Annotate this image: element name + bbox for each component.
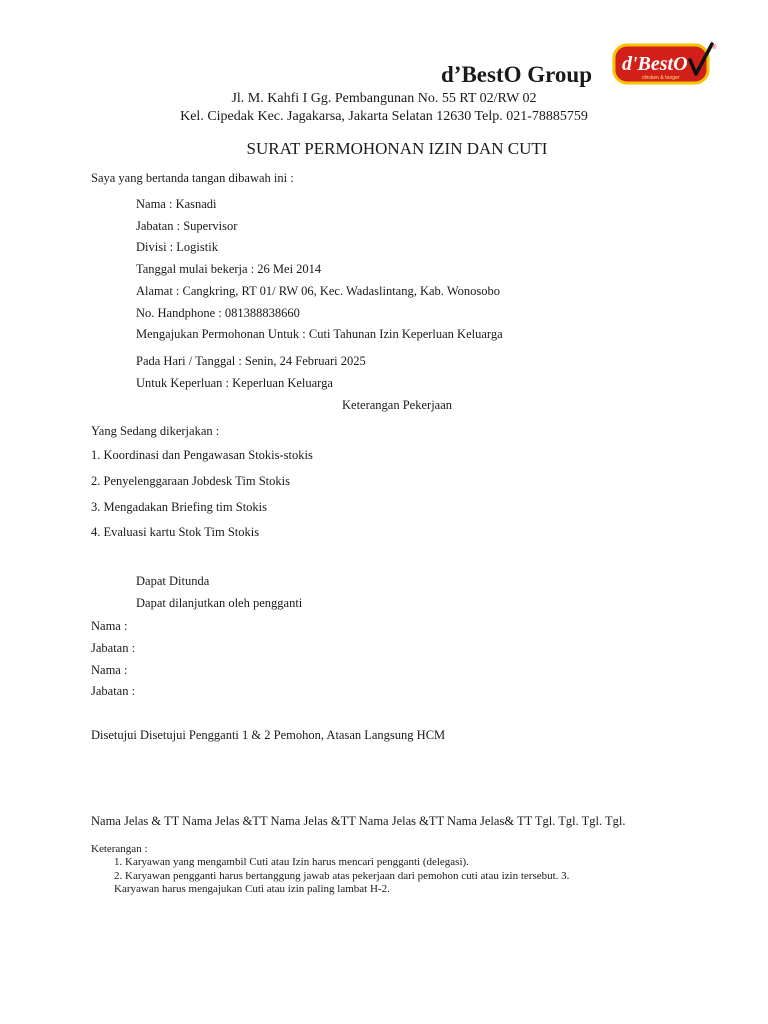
note-line-1: 1. Karyawan yang mengambil Cuti atau Izin harus mencari pengganti (delegasi). xyxy=(114,856,469,868)
work-heading: Keterangan Pekerjaan xyxy=(342,398,453,412)
field-divisi: Divisi : Logistik xyxy=(136,240,218,254)
document-title: SURAT PERMOHONAN IZIN DAN CUTI xyxy=(246,139,548,158)
field-handphone: No. Handphone : 081388838660 xyxy=(136,306,300,320)
approval-line: Disetujui Disetujui Pengganti 1 & 2 Pemohon, Atasan Langsung HCM xyxy=(91,728,446,742)
address-line-2: Kel. Cipedak Kec. Jagakarsa, Jakarta Selatan 12630 Telp. 021-78885759 xyxy=(180,109,588,124)
work-item: 3. Mengadakan Briefing tim Stokis xyxy=(91,500,268,514)
notes-heading: Keterangan : xyxy=(91,843,148,855)
field-keperluan: Untuk Keperluan : Keperluan Keluarga xyxy=(136,376,333,390)
address-line-1: Jl. M. Kahfi I Gg. Pembangunan No. 55 RT 02/RW 02 xyxy=(231,91,537,106)
work-item: 4. Evaluasi kartu Stok Tim Stokis xyxy=(91,525,260,539)
field-permohonan: Mengajukan Permohonan Untuk : Cuti Tahunan Izin Keperluan Keluarga xyxy=(136,327,503,341)
logo-tagline: chicken & burger xyxy=(642,75,680,81)
note-line-2: 2. Karyawan pengganti harus bertanggung jawab atas pekerjaan dari pemohon cuti atau izin tersebut. 3. xyxy=(114,870,570,882)
pengganti-jabatan-1: Jabatan : xyxy=(91,641,136,655)
logo-wordmark: d'BestO xyxy=(622,53,688,75)
note-line-3: Karyawan harus mengajukan Cuti atau izin paling lambat H-2. xyxy=(114,883,390,895)
option-dilanjutkan: Dapat dilanjutkan oleh pengganti xyxy=(136,596,303,610)
signature-line: Nama Jelas & TT Nama Jelas &TT Nama Jelas &TT Nama Jelas &TT Nama Jelas& TT Tgl. Tgl. Tgl. Tgl. xyxy=(91,814,626,828)
field-hari-tanggal: Pada Hari / Tanggal : Senin, 24 Februari 2025 xyxy=(136,354,366,368)
pengganti-nama-2: Nama : xyxy=(91,663,128,677)
intro-text: Saya yang bertanda tangan dibawah ini : xyxy=(91,171,294,185)
work-intro: Yang Sedang dikerjakan : xyxy=(91,424,220,438)
registered-mark: ® xyxy=(712,45,717,51)
field-tanggal-mulai: Tanggal mulai bekerja : 26 Mei 2014 xyxy=(136,262,322,276)
option-ditunda: Dapat Ditunda xyxy=(136,574,210,588)
company-name: d’BestO Group xyxy=(441,62,593,87)
company-logo xyxy=(612,40,720,88)
pengganti-jabatan-2: Jabatan : xyxy=(91,684,136,698)
field-alamat: Alamat : Cangkring, RT 01/ RW 06, Kec. Wadaslintang, Kab. Wonosobo xyxy=(136,284,500,298)
field-jabatan: Jabatan : Supervisor xyxy=(136,219,238,233)
work-item: 1. Koordinasi dan Pengawasan Stokis-stokis xyxy=(91,448,313,462)
work-item: 2. Penyelenggaraan Jobdesk Tim Stokis xyxy=(91,474,290,488)
pengganti-nama-1: Nama : xyxy=(91,619,128,633)
field-nama: Nama : Kasnadi xyxy=(136,197,217,211)
